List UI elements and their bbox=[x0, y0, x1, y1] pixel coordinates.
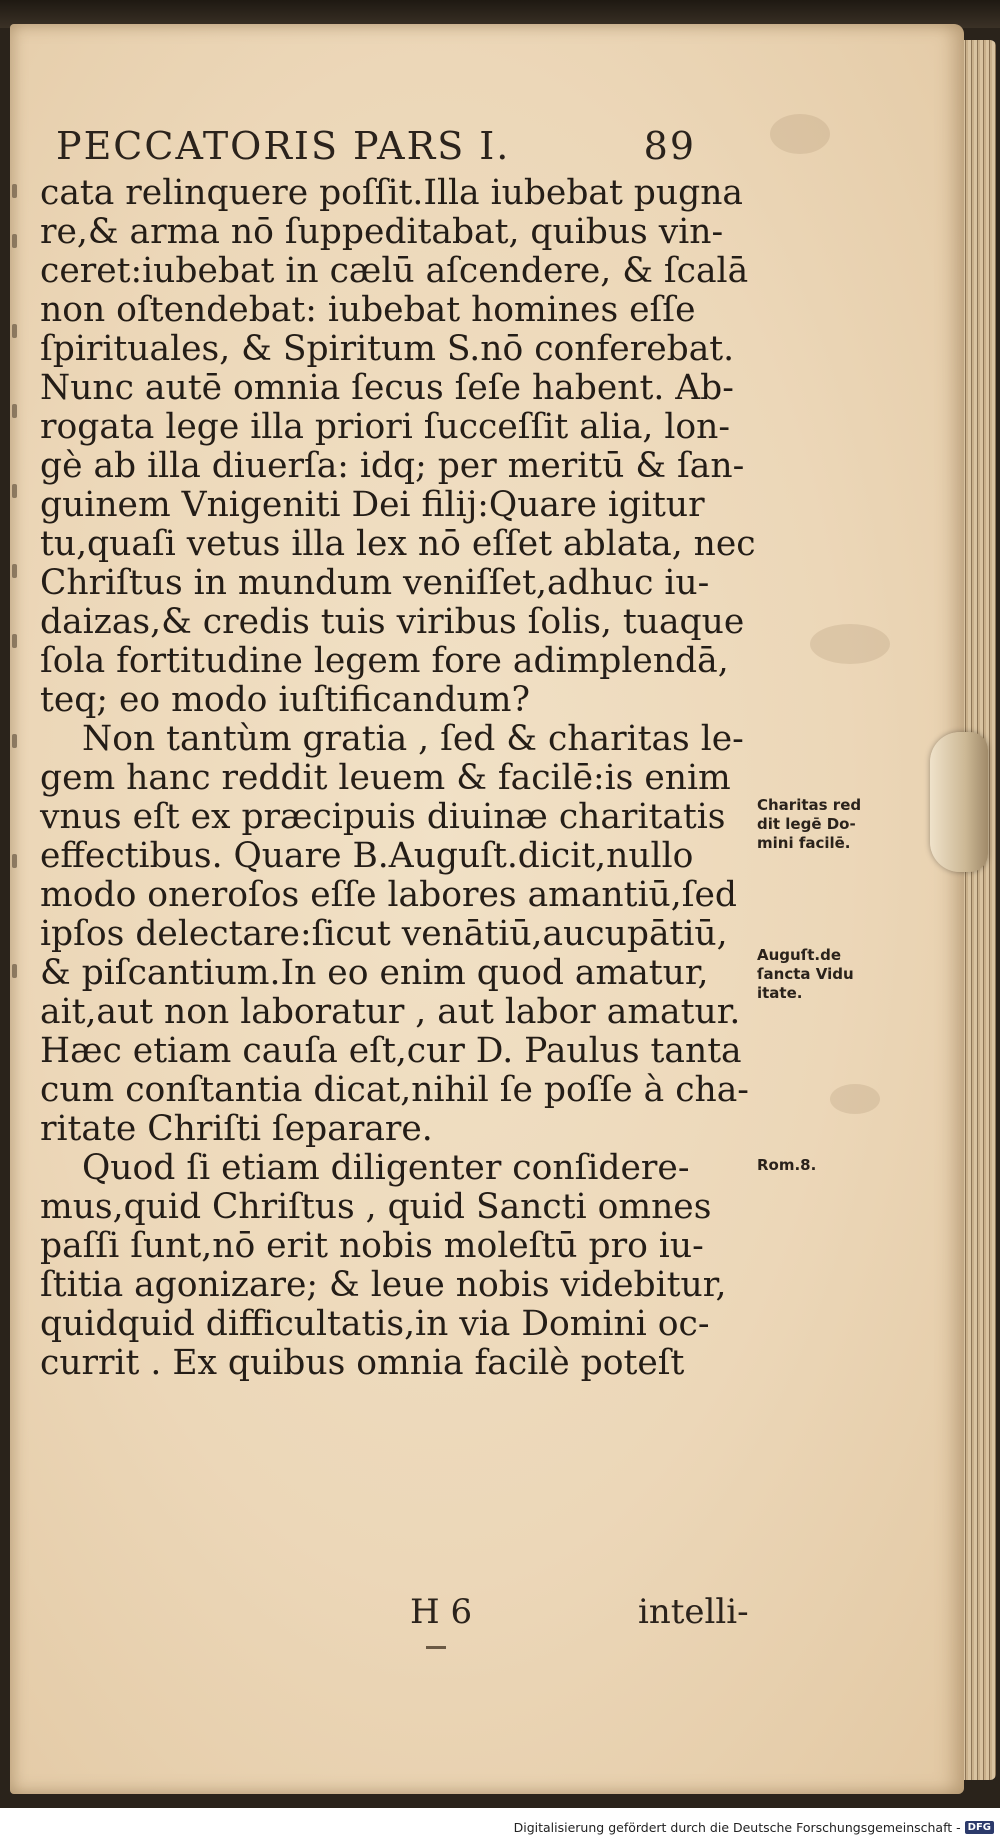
margin-note-august bbox=[757, 946, 937, 1003]
text-line: gè ab illa diuerſa: idq; per meritū & ſan- bbox=[40, 446, 745, 486]
credit-text: Digitalisierung gefördert durch die Deutsche Forschungsgemeinschaft - bbox=[513, 1820, 961, 1835]
text-line: ſola fortitudine legem fore adimplendā, bbox=[40, 641, 729, 681]
text-line: & piſcantium.In eo enim quod amatur, bbox=[40, 953, 709, 993]
margin-note-line: mini facilē. bbox=[757, 834, 851, 852]
dfg-logo: DFG bbox=[965, 1821, 994, 1834]
signature-dash bbox=[426, 1646, 446, 1649]
margin-note-line: itate. bbox=[757, 984, 803, 1002]
margin-note-rom bbox=[757, 1156, 937, 1175]
text-line: ipſos delectare:ſicut venātiū,aucupātiū, bbox=[40, 914, 728, 954]
margin-note-line: Rom.8. bbox=[757, 1156, 817, 1174]
catchword: intelli- bbox=[638, 1592, 749, 1632]
text-line: guinem Vnigeniti Dei filij:Quare igitur bbox=[40, 485, 705, 525]
text-line: modo oneroſos eſſe labores amantiū,ſed bbox=[40, 875, 737, 915]
text-line: tu,quaſi vetus illa lex nō eſſet ablata, nec bbox=[40, 524, 756, 564]
body-text bbox=[40, 173, 756, 1383]
text-line: ceret:iubebat in cælū aſcendere, & ſcalā bbox=[40, 251, 749, 291]
margin-note-line: ſancta Vidu bbox=[757, 965, 854, 983]
text-line: ait,aut non laboratur , aut labor amatur. bbox=[40, 992, 741, 1032]
signature-mark: H 6 bbox=[410, 1592, 473, 1632]
text-line: ſpirituales, & Spiritum S.nō conferebat. bbox=[40, 329, 735, 369]
digitization-credit bbox=[514, 1820, 994, 1835]
margin-note-line: Auguſt.de bbox=[757, 946, 842, 964]
page-edges bbox=[962, 40, 996, 1780]
text-line: rogata lege illa priori ſucceſſit alia, lon- bbox=[40, 407, 731, 447]
text-line: re,& arma nō ſuppeditabat, quibus vin- bbox=[40, 212, 724, 252]
bleed-through-spot bbox=[810, 624, 890, 664]
running-title: PECCATORIS PARS I. bbox=[56, 124, 511, 168]
margin-note-charitas bbox=[757, 796, 937, 853]
text-line: Chriſtus in mundum veniſſet,adhuc iu- bbox=[40, 563, 710, 603]
text-line: mus,quid Chriſtus , quid Sancti omnes bbox=[40, 1187, 712, 1227]
text-line: cum conſtantia dicat,nihil ſe poſſe à cha- bbox=[40, 1070, 749, 1110]
margin-note-line: Charitas red bbox=[757, 796, 862, 814]
margin-note-line: dit legē Do- bbox=[757, 815, 856, 833]
book-clasp bbox=[930, 732, 988, 872]
book-page bbox=[10, 24, 964, 1794]
text-line: gem hanc reddit leuem & facilē:is enim bbox=[40, 758, 731, 798]
gutter-marks bbox=[10, 174, 24, 1074]
text-line: teq; eo modo iuſtificandum? bbox=[40, 680, 530, 720]
text-line: Quod ſi etiam diligenter conſidere- bbox=[82, 1148, 690, 1188]
bleed-through-spot bbox=[830, 1084, 880, 1114]
page-number: 89 bbox=[643, 124, 696, 168]
bleed-through-spot bbox=[770, 114, 830, 154]
text-line: quidquid difficultatis,in via Domini oc- bbox=[40, 1304, 710, 1344]
text-line: non oſtendebat: iubebat homines eſſe bbox=[40, 290, 696, 330]
text-line: effectibus. Quare B.Auguſt.dicit,nullo bbox=[40, 836, 694, 876]
running-header bbox=[56, 124, 696, 168]
text-line: Nunc autē omnia ſecus ſeſe habent. Ab- bbox=[40, 368, 734, 408]
text-line: vnus eſt ex præcipuis diuinæ charitatis bbox=[40, 797, 726, 837]
text-line: cata relinquere poſſit.Illa iubebat pugna bbox=[40, 173, 743, 213]
text-line: currit . Ex quibus omnia facilè poteſt bbox=[40, 1343, 685, 1383]
text-line: ritate Chriſti ſeparare. bbox=[40, 1109, 433, 1149]
text-line: ſtitia agonizare; & leue nobis videbitur, bbox=[40, 1265, 727, 1305]
text-line: Non tantùm gratia , ſed & charitas le- bbox=[82, 719, 744, 759]
text-line: daizas,& credis tuis viribus ſolis, tuaque bbox=[40, 602, 745, 642]
text-line: Hæc etiam cauſa eſt,cur D. Paulus tanta bbox=[40, 1031, 742, 1071]
text-line: paſſi ſunt,nō erit nobis moleſtū pro iu- bbox=[40, 1226, 704, 1266]
